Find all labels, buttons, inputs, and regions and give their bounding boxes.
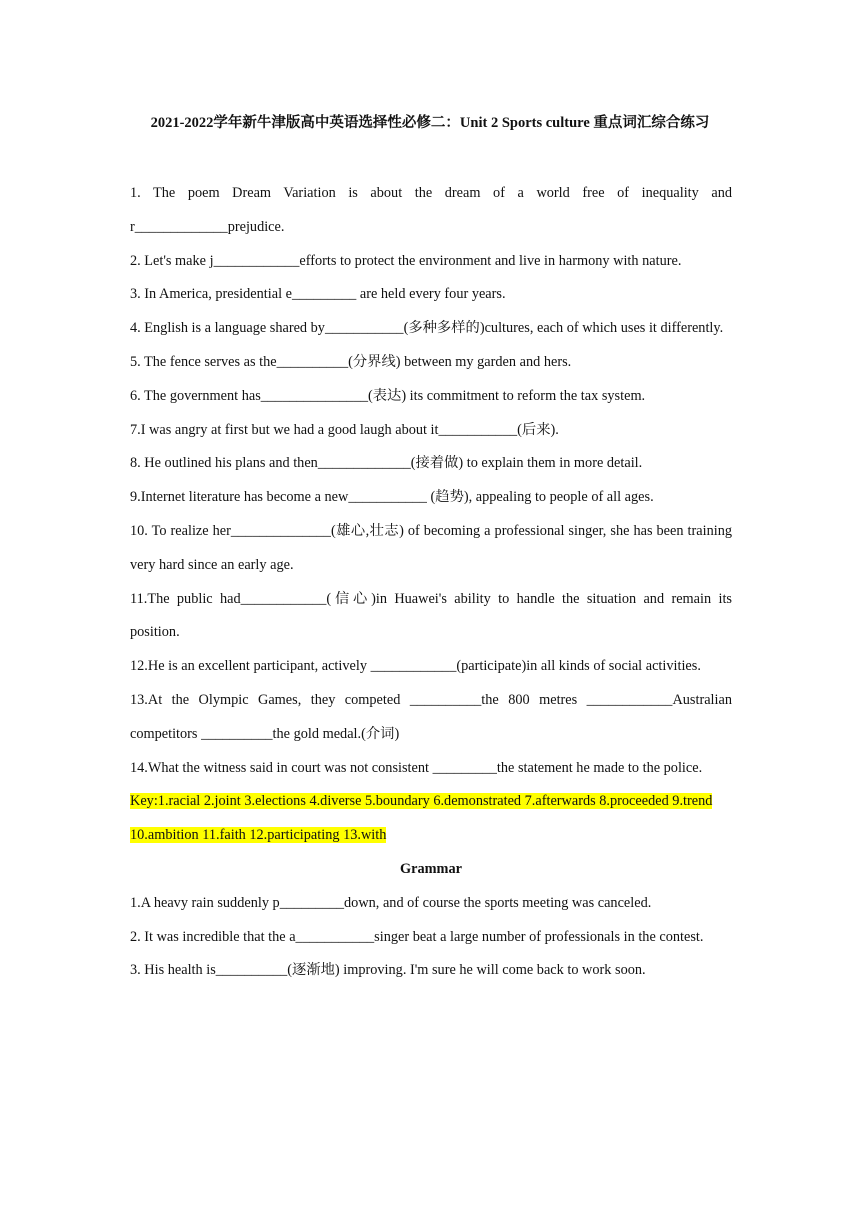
exercise-content [130, 177, 732, 988]
grammar-heading: Grammar [400, 860, 462, 877]
question-2: 2. Let's make j____________efforts to protect the environment and live in harmony with nature. [130, 252, 682, 269]
question-10: 10. To realize her______________(雄心,壮志) of becoming a professional singer, she has been training very hard since an early age. [130, 522, 732, 573]
question-11: 11.The public had____________(信心)in Huawei's ability to handle the situation and remain its position. [130, 590, 732, 641]
document-title: 2021-2022学年新牛津版高中英语选择性必修二：Unit 2 Sports culture 重点词汇综合练习 [150, 115, 710, 131]
question-5: 5. The fence serves as the__________(分界线) between my garden and hers. [130, 353, 572, 370]
question-14: 14.What the witness said in court was not consistent _________the statement he made to the police. [130, 759, 703, 776]
question-12: 12.He is an excellent participant, actively ____________(participate)in all kinds of social activities. [130, 658, 701, 675]
answer-key-paragraph [130, 785, 732, 853]
question-6: 6. The government has_______________(表达) its commitment to reform the tax system. [130, 387, 646, 404]
grammar-question-2: 2. It was incredible that the a___________singer beat a large number of professionals in the contest. [130, 928, 704, 945]
grammar-question-3: 3. His health is__________(逐渐地) improving. I'm sure he will come back to work soon. [130, 962, 646, 979]
question-9: 9.Internet literature has become a new___________ (趋势), appealing to people of all ages. [130, 489, 654, 506]
question-4: 4. English is a language shared by___________(多种多样的)cultures, each of which uses it differently. [130, 320, 724, 337]
answer-key: Key:1.racial 2.joint 3.elections 4.diverse 5.boundary 6.demonstrated 7.afterwards 8.proceeded 9.trend 10.ambition 11.faith 12.participating 13.with [130, 793, 713, 844]
question-1: 1. The poem Dream Variation is about the dream of a world free of inequality and r_____________prejudice. [130, 185, 732, 235]
question-7: 7.I was angry at first but we had a good laugh about it___________(后来). [130, 421, 559, 438]
question-3: 3. In America, presidential e_________ are held every four years. [130, 286, 506, 303]
question-8: 8. He outlined his plans and then_____________(接着做) to explain them in more detail. [130, 455, 643, 472]
grammar-question-1: 1.A heavy rain suddenly p_________down, and of course the sports meeting was canceled. [130, 894, 652, 911]
question-13: 13.At the Olympic Games, they competed __________the 800 metres ____________Australian competitors __________the gold medal.(介词) [130, 691, 732, 742]
